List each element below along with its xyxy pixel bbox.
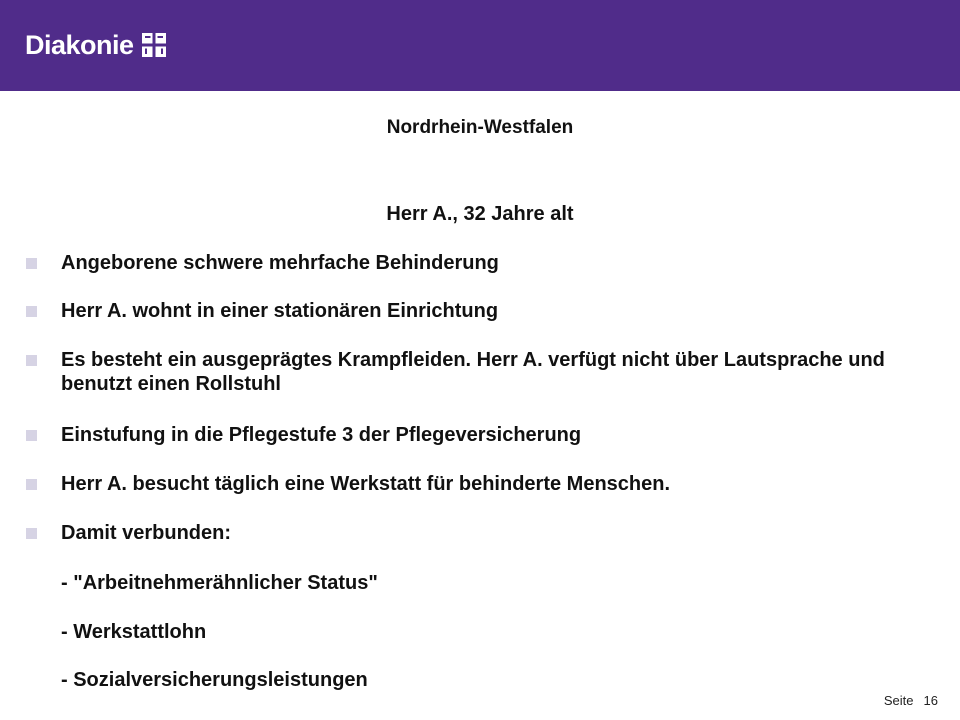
sub-item: - "Arbeitnehmerähnlicher Status" [61, 572, 378, 594]
page-footer [884, 693, 938, 708]
logo-text: Diakonie [25, 30, 134, 60]
sub-item: - Sozialversicherungsleistungen [61, 669, 368, 691]
slide-title: Nordrhein-Westfalen [386, 117, 574, 138]
diakonie-cross-icon [142, 33, 166, 57]
diakonie-logo [25, 30, 166, 60]
bullet-square-icon [26, 479, 37, 490]
sub-item: - Werkstattlohn [61, 621, 207, 643]
bullet-square-icon [26, 306, 37, 317]
bullet-square-icon [26, 528, 37, 539]
bullet-square-icon [26, 355, 37, 366]
slide-subtitle: Herr A., 32 Jahre alt [386, 203, 574, 225]
header-bar [0, 0, 960, 91]
page-label: Seite [883, 693, 914, 708]
page-number: 16 [923, 693, 938, 708]
bullet-square-icon [26, 258, 37, 269]
bullet-square-icon [26, 430, 37, 441]
